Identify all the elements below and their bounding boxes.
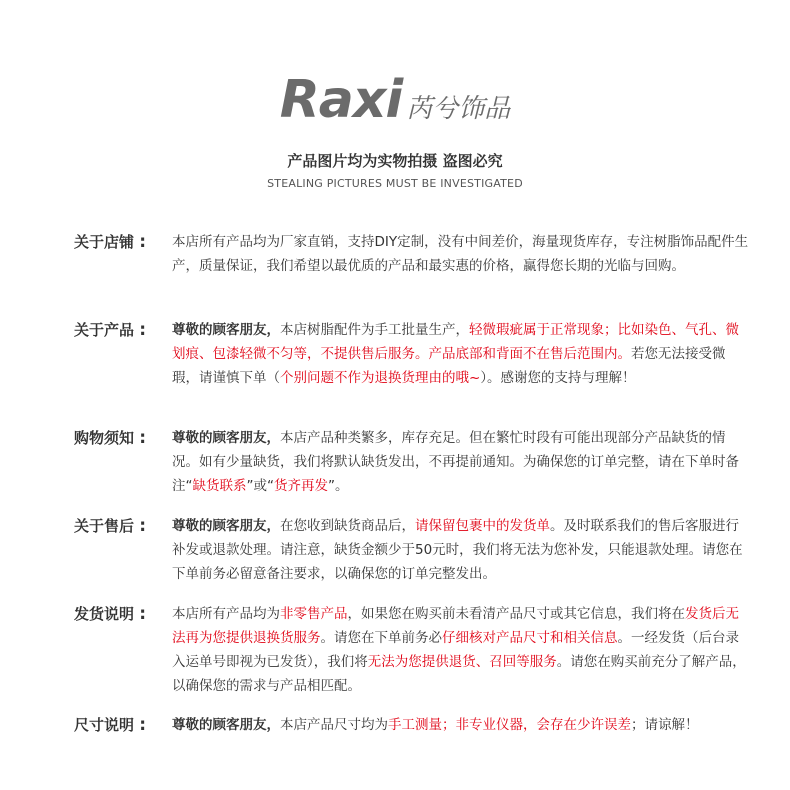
- copyright-notice-cn: 产品图片均为实物拍摄 盗图必究: [287, 152, 503, 170]
- brand-logo-text: Raxi: [279, 70, 403, 130]
- highlight-text: 仔细核对产品尺寸和相关信息: [442, 630, 618, 646]
- highlight-text: 个别问题不作为退换货理由的哦~: [280, 370, 481, 386]
- body-text: 本店所有产品均为: [172, 606, 280, 622]
- body-text: 若您无法接受微瑕，请谨慎下单（: [172, 346, 726, 386]
- brand-logo: [0, 62, 790, 130]
- body-text: 。请您在购买前充分了解产品，以确保您的需求与产品相匹配。: [172, 654, 746, 694]
- body-text: ，如果您在购买前未看清产品尺寸或其它信息，我们将在: [347, 606, 685, 622]
- section-label: 发货说明 :: [74, 604, 147, 624]
- body-text: 尊敬的顾客朋友，: [172, 717, 280, 733]
- brand-logo-cn: 芮兮饰品: [406, 94, 511, 124]
- highlight-text: 手工测量；非专业仪器，会存在少许误差: [388, 717, 631, 733]
- body-text: ；请谅解！: [631, 717, 699, 733]
- highlight-text: 货齐再发: [274, 478, 328, 494]
- body-text: 尊敬的顾客朋友，: [172, 430, 280, 446]
- body-text: 本店产品种类繁多，库存充足。但在繁忙时段有可能出现部分产品缺货的情况。如有少量缺货，我们将默认缺货发出，不再提前通知。为确保您的订单完整，请在下单时备注“: [172, 430, 739, 494]
- section-body: [172, 318, 750, 390]
- highlight-text: 轻微瑕疵属于正常现象；比如染色、气孔、微划痕、包漆轻微不匀等，不提供售后服务。产品底部和背面不在售后范围内。: [172, 322, 739, 362]
- section-body: [172, 713, 750, 737]
- body-text: 尊敬的顾客朋友，: [172, 518, 280, 534]
- body-text: 。一经发货（后台录入运单号即视为已发货），我们将: [172, 630, 739, 670]
- section-body: [172, 514, 750, 586]
- highlight-text: 请保留包裹中的发货单: [415, 518, 550, 534]
- body-text: 在您收到缺货商品后，: [280, 518, 415, 534]
- highlight-text: 非零售产品: [280, 606, 348, 622]
- body-text: 本店所有产品均为厂家直销，支持DIY定制，没有中间差价，海量现货库存，专注树脂饰品配件生产，质量保证，我们希望以最优质的产品和最实惠的价格，赢得您长期的光临与回购。: [172, 234, 749, 274]
- body-text: 本店产品尺寸均为: [280, 717, 388, 733]
- body-text: 尊敬的顾客朋友，: [172, 322, 280, 338]
- section-body: [172, 602, 750, 698]
- section-label: 尺寸说明 :: [74, 715, 147, 735]
- body-text: ”。: [328, 478, 349, 494]
- section-label: 关于售后 :: [74, 516, 147, 536]
- body-text: 本店树脂配件为手工批量生产，: [280, 322, 469, 338]
- section-body: [172, 426, 750, 498]
- copyright-notice-en: STEALING PICTURES MUST BE INVESTIGATED: [267, 177, 523, 190]
- body-text: ”或“: [246, 478, 274, 494]
- body-text: ）。感谢您的支持与理解！: [480, 370, 636, 386]
- section-body: [172, 230, 750, 278]
- section-label: 购物须知 :: [74, 428, 147, 448]
- section-label: 关于店铺 :: [74, 232, 147, 252]
- section-label: 关于产品 :: [74, 320, 147, 340]
- body-text: 。请您在下单前务必: [320, 630, 442, 646]
- highlight-text: 无法为您提供退货、召回等服务: [367, 654, 557, 670]
- body-text: 。及时联系我们的售后客服进行补发或退款处理。请注意，缺货金额少于50元时，我们将无法为您补发，只能退款处理。请您在下单前务必留意备注要求，以确保您的订单完整发出。: [172, 518, 743, 582]
- highlight-text: 缺货联系: [192, 478, 247, 494]
- highlight-text: 发货后无法再为您提供退换货服务: [172, 606, 739, 646]
